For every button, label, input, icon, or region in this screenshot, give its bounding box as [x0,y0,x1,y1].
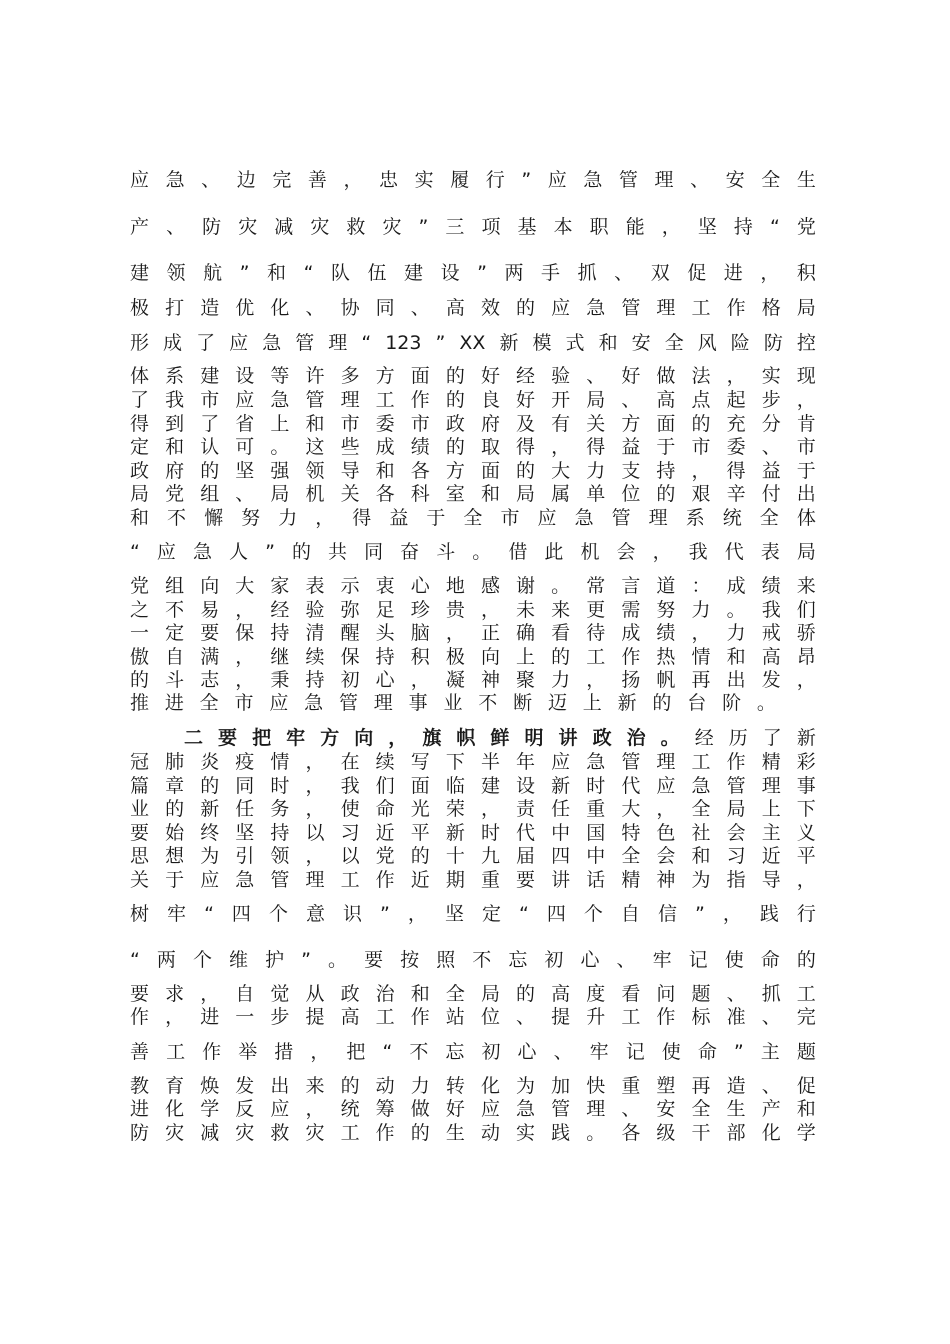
text-line: “ 两 个 维 护 ” 。 要 按 照 不 忘 初 心 、 牢 记 使 命 的 [130,949,816,971]
text-line: 关 于 应 急 管 理 工 作 近 期 重 要 讲 话 精 神 为 指 导 ， [130,869,816,891]
text-line: 极 打 造 优 化 、 协 同 、 高 效 的 应 急 管 理 工 作 格 局 [130,297,816,319]
text-line: 形 成 了 应 急 管 理 “ 123 ” XX 新 模 式 和 安 全 风 险 防 控 [130,332,816,354]
text-line: 和 不 懈 努 力 ， 得 益 于 全 市 应 急 管 理 系 统 全 体 [130,507,816,529]
text-line: 二 要 把 牢 方 向 ， 旗 帜 鲜 明 讲 政 治 。 经 历 了 新 [184,727,816,749]
text-line: 要 求 ， 自 觉 从 政 治 和 全 局 的 高 度 看 问 题 、 抓 工 [130,983,816,1005]
text-line: 防 灾 减 灾 救 灾 工 作 的 生 动 实 践 。 各 级 干 部 化 学 [130,1122,816,1144]
text-line: 得 到 了 省 上 和 市 委 市 政 府 及 有 关 方 面 的 充 分 肯 [130,413,816,435]
text-line: 进 化 学 反 应 ， 统 筹 做 好 应 急 管 理 、 安 全 生 产 和 [130,1098,816,1120]
text-line: 树 牢 “ 四 个 意 识 ” ， 坚 定 “ 四 个 自 信 ” ， 践 行 [130,903,816,925]
text-line: 体 系 建 设 等 许 多 方 面 的 好 经 验 、 好 做 法 ， 实 现 [130,365,816,387]
text-line: 善 工 作 举 措 ， 把 “ 不 忘 初 心 、 牢 记 使 命 ” 主 题 [130,1041,816,1063]
text-line: 推 进 全 市 应 急 管 理 事 业 不 断 迈 上 新 的 台 阶 。 [130,692,776,714]
text-line: 思 想 为 引 领 ， 以 党 的 十 九 届 四 中 全 会 和 习 近 平 [130,845,816,867]
text-line: 党 组 向 大 家 表 示 衷 心 地 感 谢 。 常 言 道 ： 成 绩 来 [130,575,816,597]
text-line: 局 党 组 、 局 机 关 各 科 室 和 局 属 单 位 的 艰 辛 付 出 [130,483,816,505]
text-line: 作 ， 进 一 步 提 高 工 作 站 位 、 提 升 工 作 标 准 、 完 [130,1006,816,1028]
text-line: 要 始 终 坚 持 以 习 近 平 新 时 代 中 国 特 色 社 会 主 义 [130,822,816,844]
text-line: 篇 章 的 同 时 ， 我 们 面 临 建 设 新 时 代 应 急 管 理 事 [130,775,816,797]
text-line: 一 定 要 保 持 清 醒 头 脑 ， 正 确 看 待 成 绩 ， 力 戒 骄 [130,622,816,644]
text-line: 产 、 防 灾 减 灾 救 灾 ” 三 项 基 本 职 能 ， 坚 持 “ 党 [130,216,816,238]
text-line: “ 应 急 人 ” 的 共 同 奋 斗 。 借 此 机 会 ， 我 代 表 局 [130,541,816,563]
text-line: 之 不 易 ， 经 验 弥 足 珍 贵 ， 未 来 更 需 努 力 。 我 们 [130,599,816,621]
text-line: 政 府 的 坚 强 领 导 和 各 方 面 的 大 力 支 持 ， 得 益 于 [130,460,816,482]
text-line: 傲 自 满 ， 继 续 保 持 积 极 向 上 的 工 作 热 情 和 高 昂 [130,646,816,668]
text-line: 业 的 新 任 务 ， 使 命 光 荣 ， 责 任 重 大 ， 全 局 上 下 [130,798,816,820]
text-line: 建 领 航 ” 和 “ 队 伍 建 设 ” 两 手 抓 、 双 促 进 ， 积 [130,262,816,284]
text-line: 应 急 、 边 完 善 ， 忠 实 履 行 ” 应 急 管 理 、 安 全 生 [130,169,816,191]
text-line: 的 斗 志 ， 秉 持 初 心 ， 凝 神 聚 力 ， 扬 帆 再 出 发 ， [130,669,816,691]
text-line: 了 我 市 应 急 管 理 工 作 的 良 好 开 局 、 高 点 起 步 ， [130,389,816,411]
text-line: 冠 肺 炎 疫 情 ， 在 续 写 下 半 年 应 急 管 理 工 作 精 彩 [130,751,816,773]
text-line: 教 育 焕 发 出 来 的 动 力 转 化 为 加 快 重 塑 再 造 、 促 [130,1075,816,1097]
text-line: 定 和 认 可 。 这 些 成 绩 的 取 得 ， 得 益 于 市 委 、 市 [130,436,816,458]
